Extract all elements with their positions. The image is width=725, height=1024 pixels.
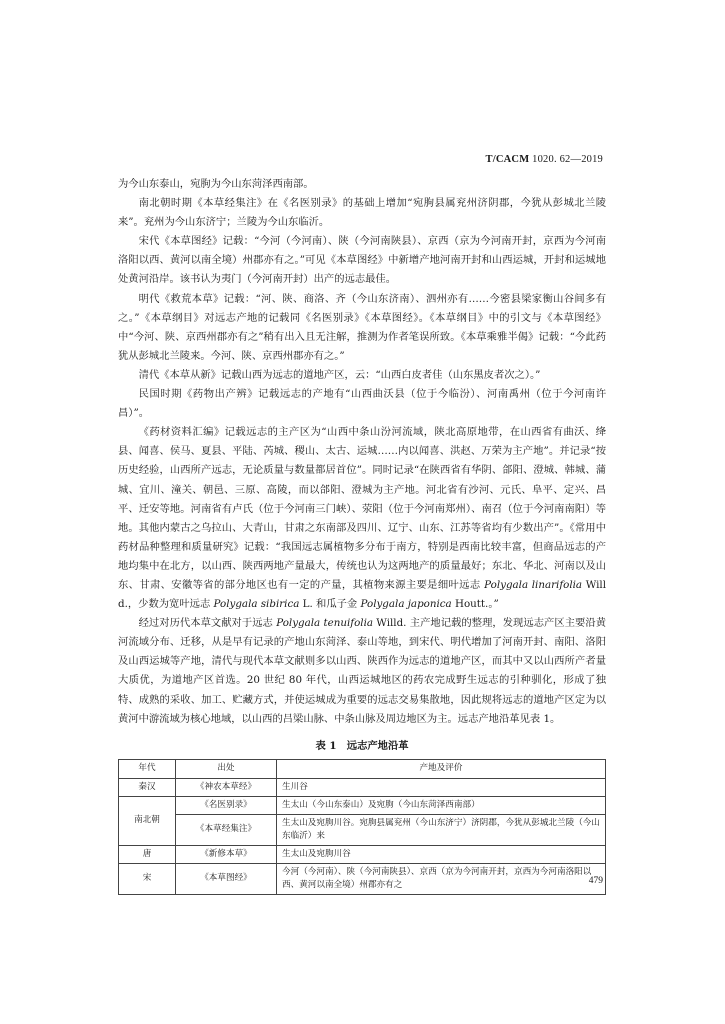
body-paragraph: 《药材资料汇编》记载远志的主产区为“山西中条山汾河流域，陕北高原地带，在山西省有曲沃、绛县、闻喜、侯马、夏县、平陆、芮城、稷山、太古、运城……内以闻喜、洪赵、万荣为主产地”。并记录“按历史经验，山西所产远志，无论质量与数量都居首位”。同时记录“在陕西省有华阴、郃阳、澄城、韩城、蒲城、宜川、潼关、朝邑、三原、高陵，而以郃阳、澄城为主产地。河北省有沙河、元氏、阜平、定兴、昌平、迁安等地。河南省有卢氏（位于今河南三门峡）、荥阳（位于今河南郑州）、南召（位于今河南南阳）等地。其他内蒙古之乌拉山、大青山，甘肃之东南部及四川、辽宁、山东、江苏等省均有少数出产”。《常用中药材品种整理和质量研究》记载：“我国远志属植物多分布于南方，特别是西南比较丰富，但商品远志的产地均集中在北方，以山西、陕西两地产量最大，传统也认为这两地产的质量最好；东北、华北、河南以及山东、甘肃、安徽等省的部分地区也有一定的产量，其植物来源主要是细叶远志 Polygala linarifolia Willd.，少数为宽叶远志 Polygala sibirica L. 和瓜子金 Polygala japonica Houtt.。”: [118, 426, 606, 611]
table-row: [119, 814, 606, 845]
cell-era: 秦汉: [119, 778, 176, 796]
cell-place: 今河（今河南）、陕（今河南陕县）、京西（京为今河南开封，京西为今河南洛阳以西、黄河以南全境）州郡亦有之: [277, 863, 606, 894]
paragraph-list: [118, 175, 606, 729]
cell-source: 《本草图经》: [176, 863, 277, 894]
body-content: [118, 175, 606, 895]
standard-number: 1020. 62—2019: [532, 154, 603, 165]
header-place: 产地及评价: [277, 759, 606, 778]
production-history-table: [118, 759, 606, 895]
cell-source: 《本草经集注》: [176, 814, 277, 845]
cell-source: 《神农本草经》: [176, 778, 277, 796]
cell-place: 生太山及宛朐川谷: [277, 845, 606, 863]
table-title: 表 1 远志产地沿革: [315, 739, 409, 752]
body-paragraph: 明代《救荒本草》记载：“河、陕、商洛、齐（今山东济南）、泗州亦有……今密县梁家衡山谷间多有之。”《本草纲目》对远志产地的记载同《名医别录》《本草图经》。《本草纲目》中的引文与《本草图经》中“今河、陕、京西州郡亦有之”稍有出入且无注解，推测为作者笔误所致。《本草乘雅半偈》记载：“今此药犹从彭城北兰陵来。今河、陕、京西州郡亦有之。”: [118, 292, 606, 362]
body-paragraph: 为今山东泰山，宛朐为今山东菏泽西南部。: [118, 178, 314, 190]
cell-place: 生太山及宛朐川谷。宛朐县属兖州（今山东济宁）济阴郡，今犹从彭城北兰陵（今山东临沂）来: [277, 814, 606, 845]
body-paragraph: 清代《本草从新》记载山西为远志的道地产区，云：“山西白皮者佳（山东黑皮者次之）。”: [138, 368, 541, 381]
table-row: [119, 796, 606, 814]
table-row: [119, 845, 606, 863]
table-row: [119, 778, 606, 796]
cell-place: 生川谷: [277, 778, 606, 796]
header-era: 年代: [119, 759, 176, 778]
standard-header: [486, 154, 603, 165]
standard-code: T/CACM: [485, 154, 530, 165]
cell-place: 生太山（今山东泰山）及宛朐（今山东菏泽西南部）: [277, 796, 606, 814]
cell-era: 南北朝: [119, 796, 176, 845]
cell-source: 《名医别录》: [176, 796, 277, 814]
body-paragraph: 南北朝时期《本草经集注》在《名医别录》的基础上增加“宛朐县属兖州济阴郡，今犹从彭城北兰陵来”。兖州为今山东济宁；兰陵为今山东临沂。: [118, 197, 606, 229]
cell-era: 宋: [119, 863, 176, 894]
cell-source: 《新修本草》: [176, 845, 277, 863]
table-header-row: [119, 759, 606, 778]
body-paragraph: 民国时期《药物出产辨》记载远志的产地有“山西曲沃县（位于今临汾）、河南禹州（位于今河南许昌）”。: [118, 388, 606, 420]
header-source: 出处: [176, 759, 277, 778]
body-paragraph: 经过对历代本草文献对于远志 Polygala tenuifolia Willd. 主产地记载的整理，发现远志产区主要沿黄河流域分布、迁移，从是早有记录的产地山东菏泽、泰山等地，到宋代、明代增加了河南开封、南阳、洛阳及山西运城等产地，清代与现代本草文献则多以山西、陕西作为远志的道地产区，而其中又以山西所产者量大质优，为道地产区首选。20 世纪 80 年代，山西运城地区的药农完成野生远志的引种驯化，形成了独特、成熟的采收、加工、贮藏方式，并使运城成为重要的远志交易集散地，因此规将远志的道地产区定为以黄河中游流域为核心地域，以山西的吕梁山脉、中条山脉及周边地区为主。远志产地沿革见表 1。: [118, 617, 606, 725]
body-paragraph: 宋代《本草图经》记载：“今河（今河南）、陕（今河南陕县）、京西（京为今河南开封，京西为今河南洛阳以西、黄河以南全境）州郡亦有之。”可见《本草图经》中新增产地河南开封和山西运城，开封和运城地处黄河沿岸。该书认为夷门（今河南开封）出产的远志最佳。: [118, 235, 606, 286]
cell-era: 唐: [119, 845, 176, 863]
table-row: [119, 863, 606, 894]
page-number: 479: [588, 876, 603, 886]
